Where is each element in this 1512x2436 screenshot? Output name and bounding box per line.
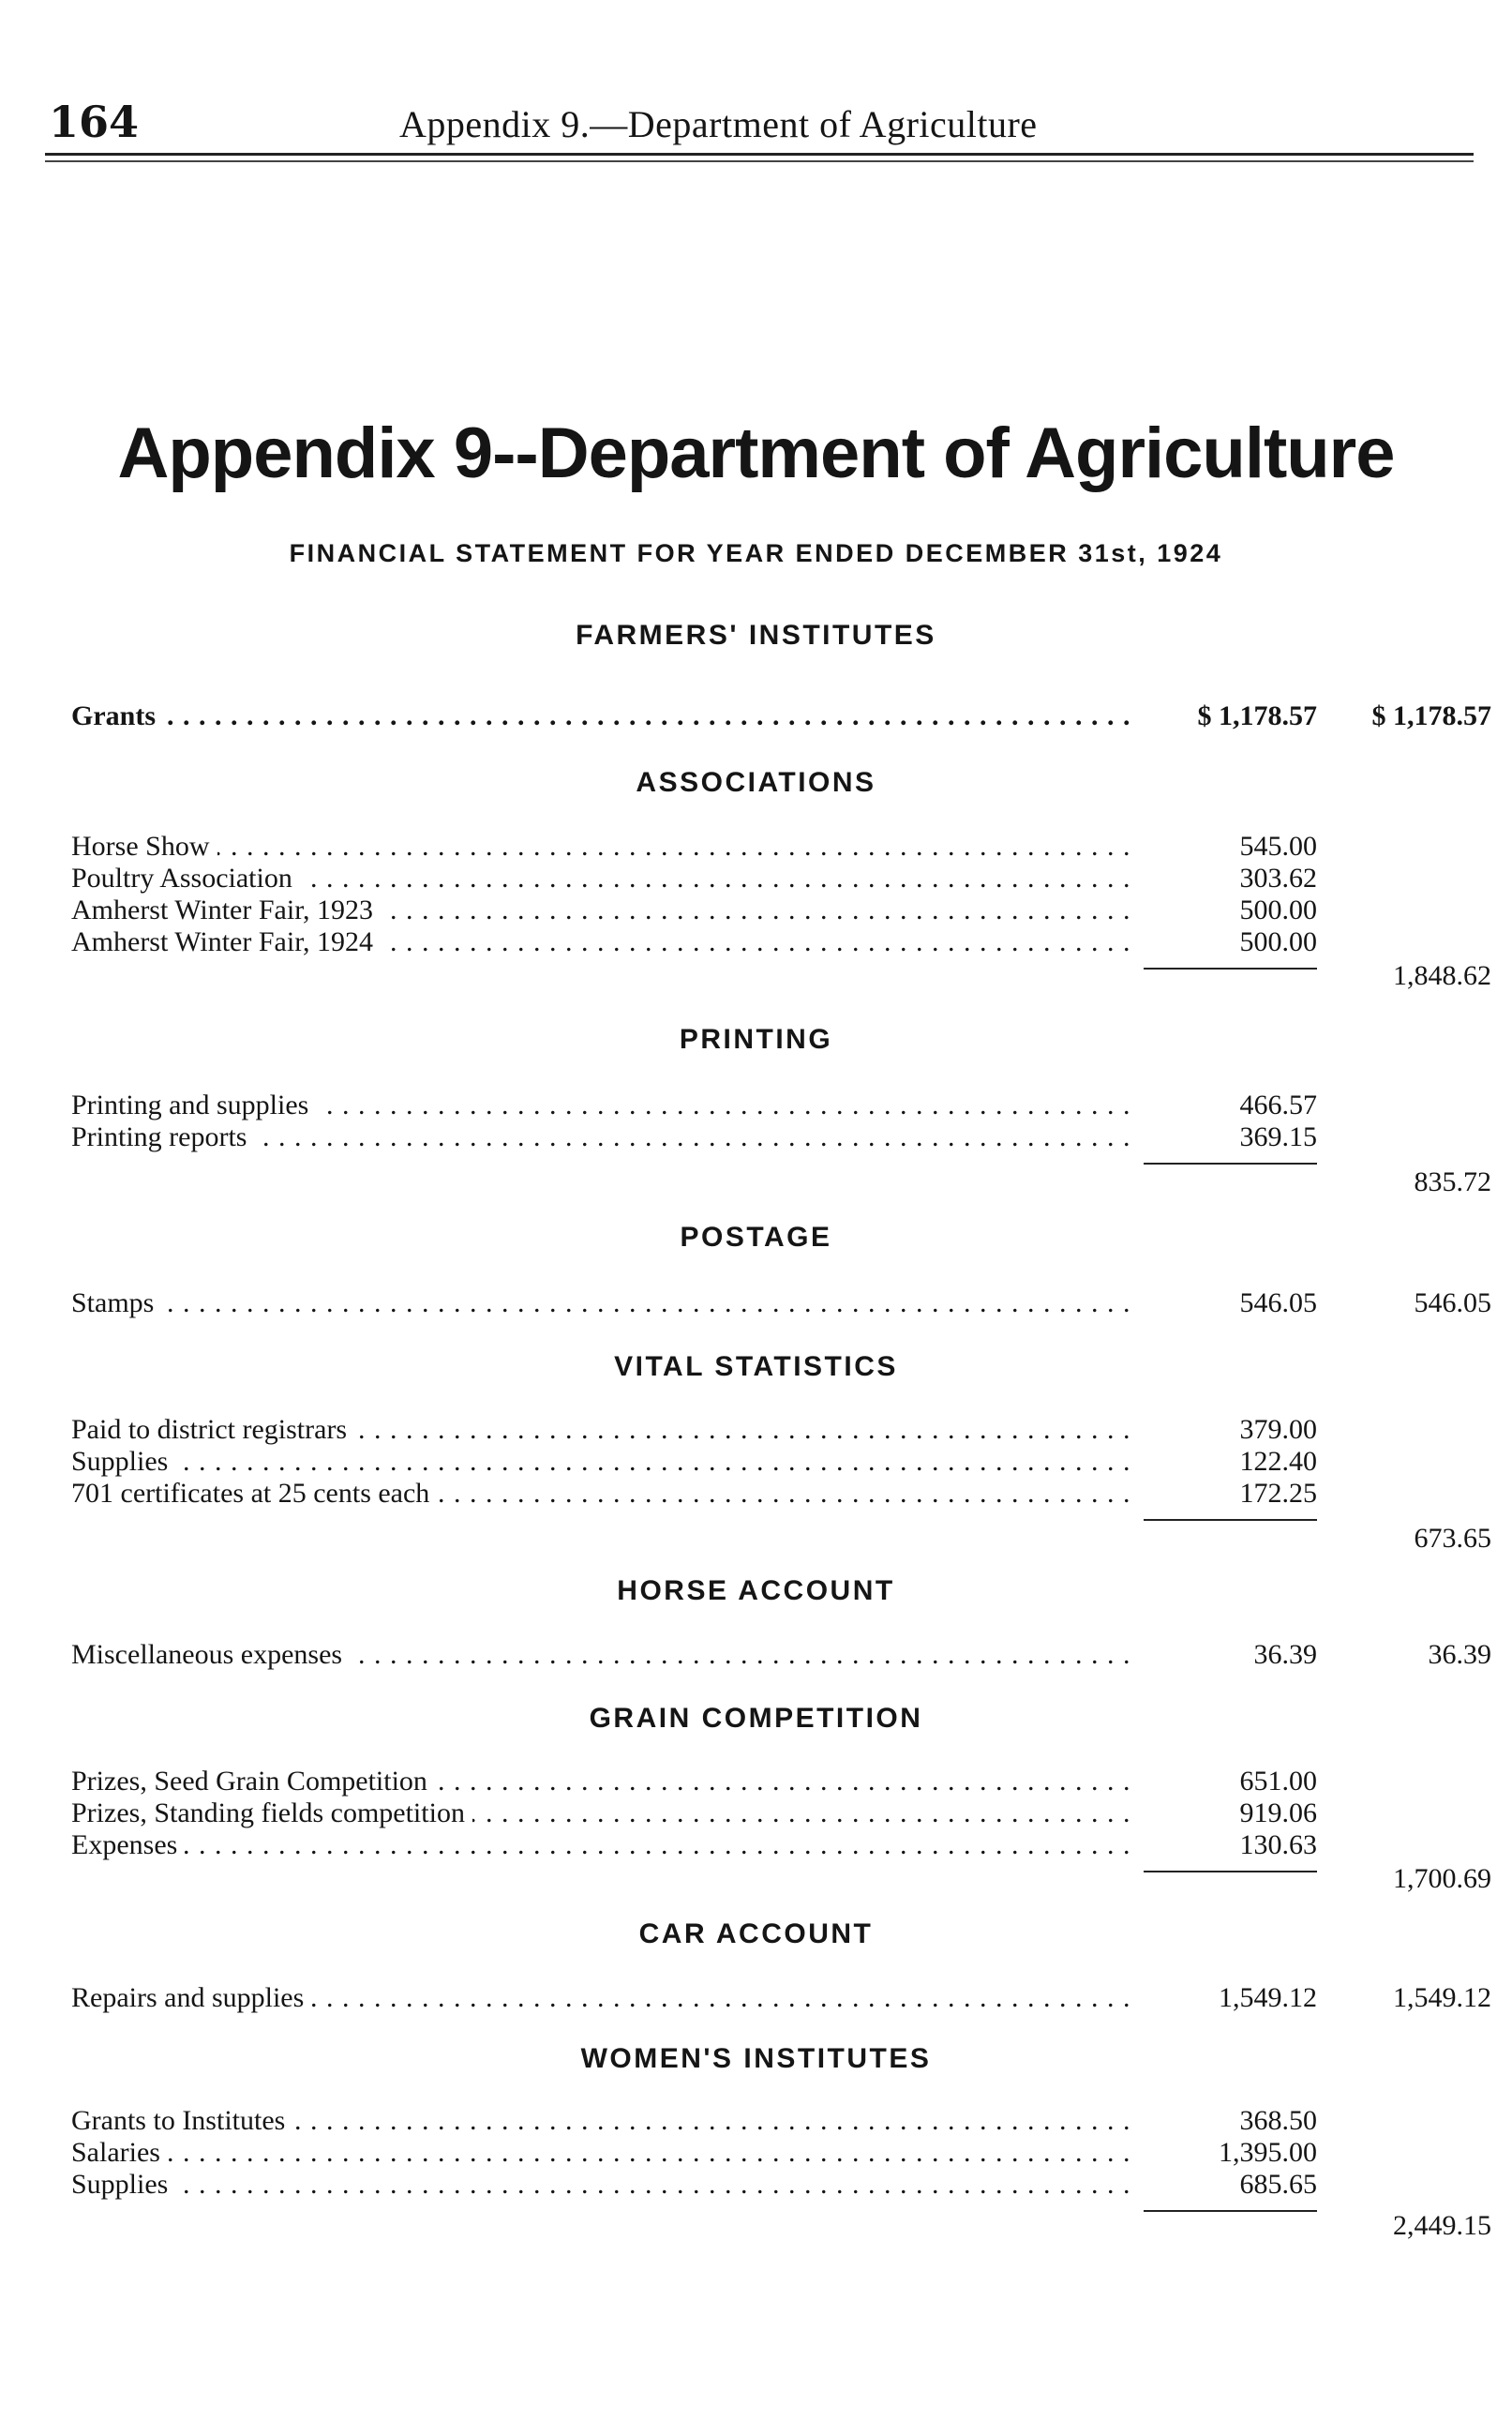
section-heading-womens-institutes: WOMEN'S INSTITUTES — [580, 2043, 932, 2074]
line-item-label: Amherst Winter Fair, 1923 . . . — [71, 895, 1159, 926]
section-heading-vital-statistics: VITAL STATISTICS — [614, 1351, 898, 1382]
line-item-amount: 1,395.00 — [1130, 2137, 1317, 2169]
line-item-amount: 368.50 — [1130, 2105, 1317, 2137]
header-rule — [45, 160, 1474, 162]
line-item-label: Miscellaneous expenses . . . — [71, 1639, 1159, 1671]
page-number: 164 — [49, 97, 140, 147]
line-item — [0, 1829, 1512, 1861]
line-item-amount: 546.05 — [1130, 1287, 1317, 1319]
line-item-label: Stamps . . . — [71, 1287, 1159, 1319]
line-item-amount: 172.25 — [1130, 1478, 1317, 1510]
section-total: 2,449.15 — [1393, 2210, 1491, 2241]
line-item — [0, 1446, 1512, 1478]
line-item-label: Salaries . . . — [71, 2137, 1159, 2169]
line-item-label: Grants . . . — [71, 700, 1159, 732]
line-item-amount: 545.00 — [1130, 831, 1317, 863]
section-heading-printing: PRINTING — [679, 1024, 833, 1055]
line-item-label: Prizes, Seed Grain Competition . . . — [71, 1766, 1159, 1797]
line-item-label: Grants to Institutes . . . — [71, 2105, 1159, 2137]
line-item-label: Printing reports . . . — [71, 1121, 1159, 1153]
line-item-amount: 919.06 — [1130, 1797, 1317, 1829]
section-heading-postage: POSTAGE — [680, 1222, 832, 1253]
line-item — [0, 700, 1512, 732]
line-item — [0, 1414, 1512, 1446]
line-item-label: Prizes, Standing fields competition . . . — [71, 1797, 1159, 1829]
section-total-line — [0, 960, 1512, 992]
line-item — [0, 863, 1512, 895]
section-total: 835.72 — [1414, 1166, 1491, 1197]
line-item — [0, 2169, 1512, 2201]
line-item — [0, 1766, 1512, 1797]
line-item — [0, 1797, 1512, 1829]
line-item-label: 701 certificates at 25 cents each . . . — [71, 1478, 1159, 1510]
section-total-line — [0, 1863, 1512, 1895]
section-total-line — [0, 1511, 1512, 1554]
line-item-amount: 379.00 — [1130, 1414, 1317, 1446]
line-item — [0, 1090, 1512, 1121]
section-heading-associations: ASSOCIATIONS — [636, 767, 876, 798]
header-rule — [45, 153, 1474, 156]
line-item-amount: 651.00 — [1130, 1766, 1317, 1797]
line-item-label: Amherst Winter Fair, 1924 . . . — [71, 926, 1159, 958]
line-item-label: Supplies . . . — [71, 1446, 1159, 1478]
page-subtitle: FINANCIAL STATEMENT FOR YEAR ENDED DECEMBER 31st, 1924 — [289, 539, 1223, 567]
line-item-amount: 466.57 — [1130, 1090, 1317, 1121]
line-item — [0, 831, 1512, 863]
line-item — [0, 1287, 1512, 1319]
line-item-label: Expenses . . . — [71, 1829, 1159, 1861]
subtotal-rule — [1144, 1519, 1317, 1521]
section-total: 673.65 — [1414, 1523, 1491, 1554]
section-total: 1,700.69 — [1393, 1863, 1491, 1894]
section-total: 1,549.12 — [1393, 1982, 1491, 2013]
line-item-amount: 1,549.12 — [1130, 1982, 1317, 2014]
section-heading-grain-competition: GRAIN COMPETITION — [589, 1703, 923, 1734]
line-item — [0, 1982, 1512, 2014]
section-heading-car-account: CAR ACCOUNT — [638, 1918, 874, 1949]
section-total: 1,848.62 — [1393, 960, 1491, 991]
line-item — [0, 1639, 1512, 1671]
line-item-label: Poultry Association . . . — [71, 863, 1159, 895]
line-item — [0, 1478, 1512, 1510]
section-total-line — [0, 1155, 1512, 1197]
line-item — [0, 2105, 1512, 2137]
section-total-line — [0, 2203, 1512, 2241]
section-heading-horse-account: HORSE ACCOUNT — [617, 1575, 895, 1606]
line-item — [0, 1121, 1512, 1153]
section-total: 36.39 — [1428, 1639, 1491, 1670]
line-item — [0, 895, 1512, 926]
line-item-label: Supplies . . . — [71, 2169, 1159, 2201]
line-item-label: Printing and supplies . . . — [71, 1090, 1159, 1121]
line-item-amount: 500.00 — [1130, 895, 1317, 926]
line-item-amount: 122.40 — [1130, 1446, 1317, 1478]
running-title: Appendix 9.—Department of Agriculture — [399, 103, 1038, 145]
line-item-amount: 685.65 — [1130, 2169, 1317, 2201]
line-item-amount: 303.62 — [1130, 863, 1317, 895]
subtotal-rule — [1144, 1163, 1317, 1165]
line-item-label: Paid to district registrars . . . — [71, 1414, 1159, 1446]
line-item — [0, 2137, 1512, 2169]
page-title: Appendix 9--Department of Agriculture — [117, 414, 1395, 493]
subtotal-rule — [1144, 1871, 1317, 1872]
line-item-label: Horse Show . . . — [71, 831, 1159, 863]
line-item-label: Repairs and supplies . . . — [71, 1982, 1159, 2014]
running-head — [49, 89, 1474, 155]
line-item-amount: 130.63 — [1130, 1829, 1317, 1861]
line-item-amount: 500.00 — [1130, 926, 1317, 958]
section-total: 546.05 — [1414, 1287, 1491, 1318]
section-total: $ 1,178.57 — [1371, 700, 1491, 731]
line-item-amount: $ 1,178.57 — [1130, 700, 1317, 732]
section-heading-farmers-institutes: FARMERS' INSTITUTES — [576, 620, 936, 651]
subtotal-rule — [1144, 2210, 1317, 2212]
line-item-amount: 36.39 — [1130, 1639, 1317, 1671]
line-item — [0, 926, 1512, 958]
line-item-amount: 369.15 — [1130, 1121, 1317, 1153]
subtotal-rule — [1144, 968, 1317, 970]
